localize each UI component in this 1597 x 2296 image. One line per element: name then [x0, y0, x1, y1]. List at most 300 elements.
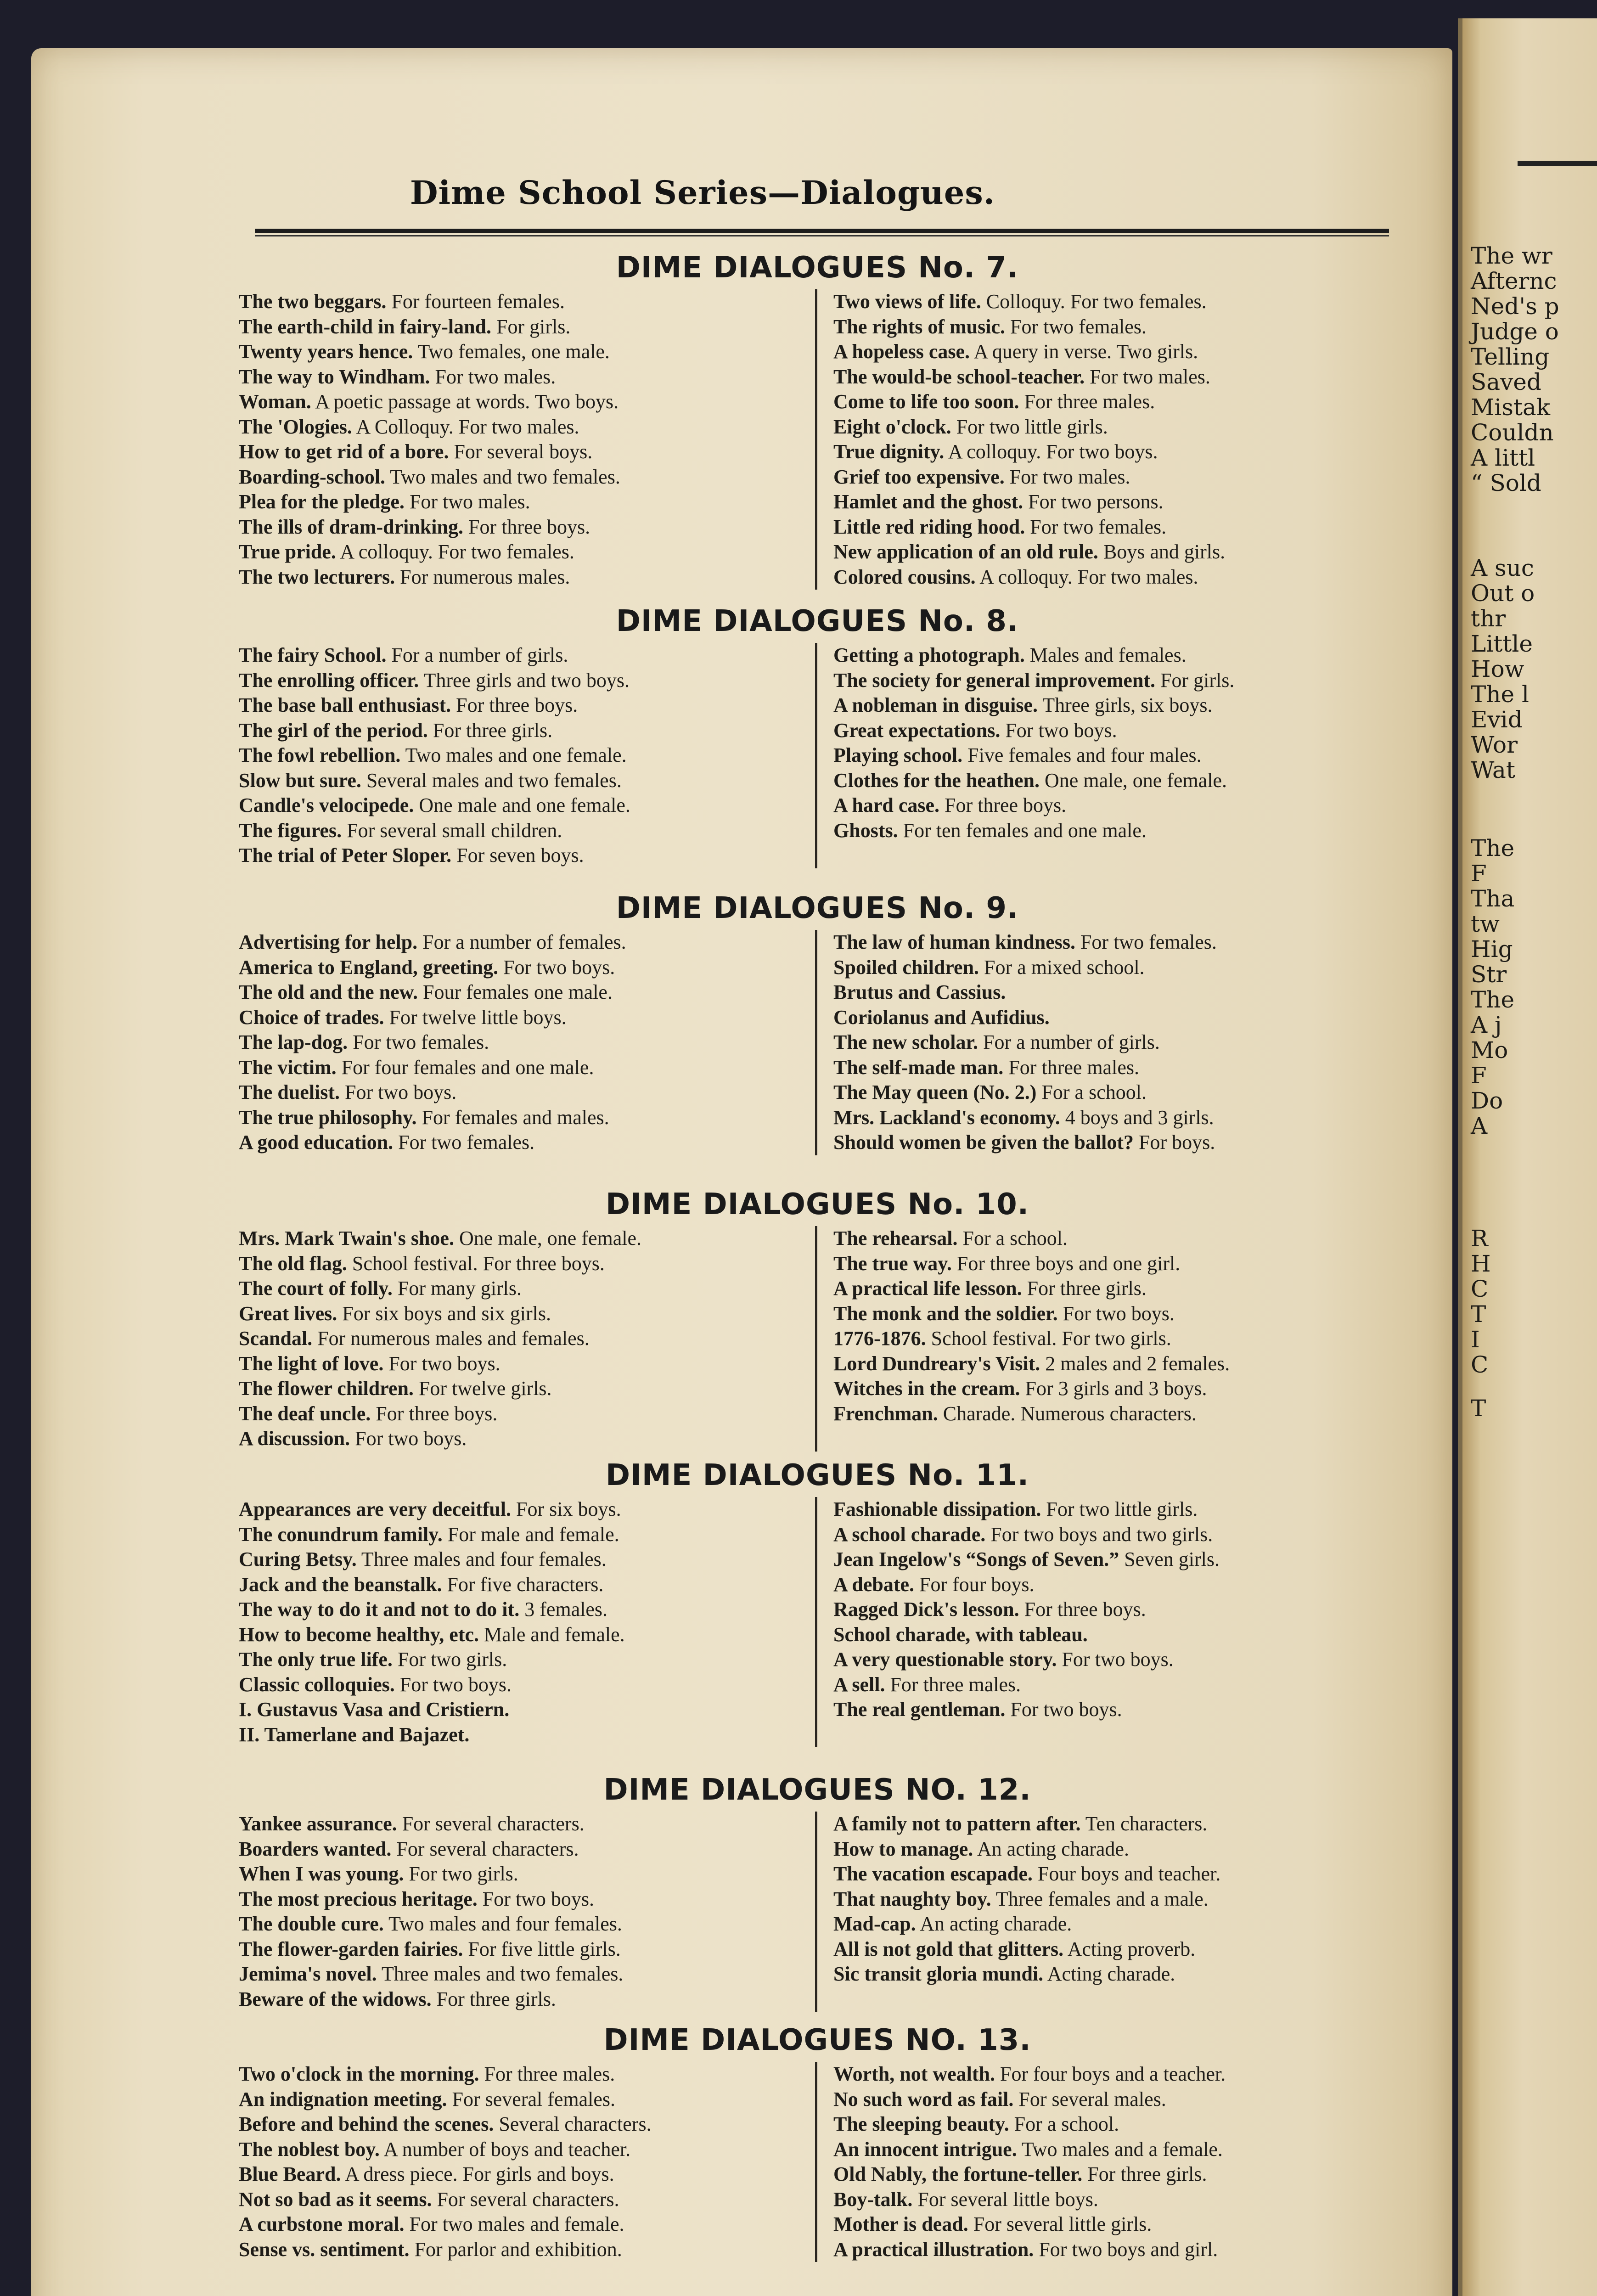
adjacent-page-text: Ned's p [1471, 293, 1559, 320]
right-column [817, 289, 1396, 590]
entry-title: The law of human kindness. [833, 931, 1075, 953]
entry-title: An innocent intrigue. [833, 2138, 1017, 2161]
dialogue-entry [833, 1105, 1396, 1131]
entry-title: A debate. [833, 1573, 914, 1596]
dialogue-entry [239, 693, 801, 718]
entry-cast: For a number of girls. [983, 1031, 1160, 1053]
entry-cast: For fourteen females. [391, 290, 565, 313]
entry-title: The lap-dog. [239, 1031, 348, 1053]
entry-title: How to manage. [833, 1837, 973, 1860]
entry-cast: For a school. [1014, 2113, 1119, 2135]
entry-cast: For numerous males. [400, 565, 570, 588]
entry-title: Not so bad as it seems. [239, 2188, 432, 2211]
dialogue-entry [833, 1251, 1396, 1277]
section-columns [239, 2062, 1396, 2262]
entry-title: The earth-child in fairy-land. [239, 315, 492, 338]
dialogue-entry [833, 565, 1396, 590]
dialogue-entry [239, 415, 801, 440]
entry-title: Classic colloquies. [239, 1673, 395, 1696]
entry-title: A hard case. [833, 794, 939, 816]
dialogue-entry [239, 1912, 801, 1937]
entry-cast: Ten characters. [1085, 1812, 1208, 1835]
section-columns [239, 930, 1396, 1155]
entry-title: America to England, greeting. [239, 956, 499, 979]
entry-title: Beware of the widows. [239, 1987, 432, 2010]
entry-cast: For several characters. [396, 1837, 579, 1860]
dialogue-entry [239, 289, 801, 315]
entry-title: The true philosophy. [239, 1106, 417, 1129]
adjacent-page-text: Hig [1471, 936, 1513, 962]
entry-title: Old Nably, the fortune-teller. [833, 2163, 1083, 2185]
entry-title: Mrs. Mark Twain's shoe. [239, 1227, 454, 1249]
entry-cast: For two males. [1090, 365, 1210, 388]
entry-cast: For seven boys. [456, 844, 584, 867]
dialogue-entry [239, 818, 801, 844]
entry-cast: Three females and a male. [995, 1887, 1209, 1910]
entry-title: Candle's velocipede. [239, 794, 414, 816]
entry-title: The way to do it and not to do it. [239, 1598, 520, 1621]
left-column [239, 1497, 817, 1747]
adjacent-page-text: I [1471, 1326, 1480, 1353]
entry-title: Mother is dead. [833, 2213, 968, 2235]
section-title: DIME DIALOGUES NO. 13. [603, 2023, 1031, 2057]
dialogue-entry [833, 465, 1396, 490]
dialogue-entry [239, 439, 801, 465]
entry-cast: For two boys. [1005, 719, 1117, 742]
adjacent-page-text: The [1471, 986, 1515, 1013]
adjacent-page-text: Mistak [1471, 394, 1551, 421]
entry-cast: Acting proverb. [1067, 1937, 1196, 1960]
entry-title: II. Tamerlane and Bajazet. [239, 1723, 470, 1746]
dialogue-entry [833, 1697, 1396, 1722]
right-column [817, 1226, 1396, 1452]
entry-title: No such word as fail. [833, 2088, 1014, 2110]
entry-cast: For two girls. [409, 1863, 518, 1885]
dialogue-entry [239, 1887, 801, 1912]
entry-title: The double cure. [239, 1913, 384, 1935]
adjacent-page-text: Evid [1471, 706, 1523, 733]
entry-cast: School festival. For three boys. [352, 1252, 605, 1275]
entry-cast: For four females and one male. [341, 1056, 594, 1079]
entry-title: Yankee assurance. [239, 1812, 397, 1835]
entry-cast: For four boys. [919, 1573, 1035, 1596]
entry-title: The victim. [239, 1056, 337, 1079]
entry-title: An indignation meeting. [239, 2088, 447, 2110]
entry-cast: For a number of girls. [391, 644, 568, 666]
adjacent-page-text: The l [1471, 681, 1530, 708]
entry-title: Choice of trades. [239, 1006, 384, 1029]
dialogue-entry [239, 1301, 801, 1327]
entry-cast: For several characters. [437, 2188, 619, 2211]
entry-title: Slow but sure. [239, 769, 361, 792]
dialogue-entry [239, 1522, 801, 1548]
dialogue-entry [833, 2212, 1396, 2237]
dialogue-entry [239, 1987, 801, 2012]
entry-title: The light of love. [239, 1352, 384, 1375]
dialogue-entry [833, 1376, 1396, 1401]
entry-cast: For three males. [1024, 390, 1155, 413]
adjacent-page-text: Mo [1471, 1037, 1508, 1064]
entry-cast: For two boys. [399, 1673, 512, 1696]
dialogue-entry [239, 668, 801, 693]
entry-title: The old flag. [239, 1252, 347, 1275]
dialogue-entry [239, 1005, 801, 1030]
adjacent-page-text: Str [1471, 961, 1507, 988]
dialogue-entry [239, 930, 801, 955]
entry-title: A sell. [833, 1673, 885, 1696]
entry-cast: Several characters. [499, 2113, 652, 2135]
dialogue-entry [833, 1622, 1396, 1648]
dialogue-entry [239, 2062, 801, 2087]
entry-cast: For three males. [484, 2063, 615, 2085]
entry-cast: Three girls and two boys. [423, 669, 630, 692]
dialogue-entry [833, 1130, 1396, 1155]
entry-title: Lord Dundreary's Visit. [833, 1352, 1040, 1375]
dialogue-entry [239, 1401, 801, 1427]
entry-cast: For four boys and a teacher. [1000, 2063, 1226, 2085]
dialogue-entry [833, 515, 1396, 540]
entry-cast: Two males and a female. [1021, 2138, 1223, 2161]
adjacent-page-text: F [1471, 1062, 1487, 1089]
entry-title: The monk and the soldier. [833, 1302, 1058, 1325]
dialogue-entry [239, 365, 801, 390]
adjacent-page-text: Wat [1471, 757, 1515, 783]
adjacent-page-text: Couldn [1471, 419, 1554, 446]
entry-cast: For two males. [409, 490, 530, 513]
entry-cast: For a number of females. [422, 931, 626, 953]
entry-cast: For 3 girls and 3 boys. [1025, 1377, 1207, 1400]
entry-cast: For two males. [1009, 465, 1130, 488]
entry-title: The deaf uncle. [239, 1402, 371, 1425]
entry-title: A practical life lesson. [833, 1277, 1022, 1300]
entry-title: The flower children. [239, 1377, 414, 1400]
entry-cast: For two boys. [482, 1887, 595, 1910]
entry-cast: For two boys and girl. [1039, 2238, 1218, 2261]
entry-title: Coriolanus and Aufidius. [833, 1006, 1050, 1029]
entry-cast: For two boys. [1063, 1302, 1175, 1325]
section-columns [239, 1226, 1396, 1452]
dialogue-entry [239, 1962, 801, 1987]
entry-cast: For two boys. [1062, 1648, 1174, 1671]
section-columns [239, 1812, 1396, 2012]
entry-title: True dignity. [833, 440, 945, 463]
section-columns [239, 643, 1396, 868]
entry-title: The rehearsal. [833, 1227, 958, 1249]
dialogue-entry [239, 1862, 801, 1887]
dialogue-entry [239, 843, 801, 868]
section-title: DIME DIALOGUES NO. 12. [603, 1773, 1031, 1807]
adjacent-page-text: C [1471, 1351, 1489, 1378]
entry-cast: A query in verse. Two girls. [973, 340, 1198, 363]
dialogue-entry [239, 1130, 801, 1155]
entry-cast: Males and females. [1029, 644, 1187, 666]
entry-title: Advertising for help. [239, 931, 418, 953]
entry-title: The fowl rebellion. [239, 744, 401, 766]
entry-cast: For boys. [1138, 1131, 1215, 1154]
entry-title: The base ball enthusiast. [239, 694, 451, 716]
entry-title: Boarders wanted. [239, 1837, 392, 1860]
header-rule [255, 229, 1389, 233]
entry-title: The girl of the period. [239, 719, 428, 742]
dialogue-entry [239, 2087, 801, 2112]
adjacent-page-text: A [1471, 1113, 1488, 1139]
entry-title: Fashionable dissipation. [833, 1498, 1041, 1520]
dialogue-entry [833, 1597, 1396, 1622]
section-title: DIME DIALOGUES No. 10. [605, 1187, 1029, 1221]
entry-cast: Boys and girls. [1103, 540, 1226, 563]
entry-title: Woman. [239, 390, 311, 413]
dialogue-entry [833, 1862, 1396, 1887]
entry-title: The rights of music. [833, 315, 1005, 338]
dialogue-entry [239, 1647, 801, 1672]
entry-cast: For two boys. [345, 1081, 457, 1103]
dialogue-entry [239, 515, 801, 540]
entry-title: Plea for the pledge. [239, 490, 405, 513]
entry-cast: For three boys. [456, 694, 578, 716]
entry-cast: Several males and two females. [366, 769, 622, 792]
entry-title: How to get rid of a bore. [239, 440, 449, 463]
entry-title: Mrs. Lackland's economy. [833, 1106, 1060, 1129]
right-column [817, 1497, 1396, 1747]
dialogue-entry [239, 2112, 801, 2137]
dialogue-entry [833, 439, 1396, 465]
dialogue-entry [239, 1105, 801, 1131]
dialogue-entry [833, 1226, 1396, 1251]
right-column [817, 1812, 1396, 2012]
dialogue-entry [239, 2212, 801, 2237]
entry-cast: For five little girls. [468, 1937, 621, 1960]
entry-title: New application of an old rule. [833, 540, 1098, 563]
dialogue-entry [239, 1497, 801, 1522]
dialogue-entry [239, 1326, 801, 1351]
dialogue-entry [833, 930, 1396, 955]
entry-cast: A dress piece. For girls and boys. [345, 2163, 614, 2185]
dialogue-entry [239, 1622, 801, 1648]
entry-title: The duelist. [239, 1081, 340, 1103]
dialogue-entry [833, 818, 1396, 844]
adjacent-page-text: Saved [1471, 369, 1541, 395]
entry-title: Worth, not wealth. [833, 2063, 995, 2085]
dialogue-entry [833, 1937, 1396, 1962]
adjacent-page-text: Do [1471, 1087, 1503, 1114]
entry-title: Clothes for the heathen. [833, 769, 1040, 792]
dialogue-entry [833, 980, 1396, 1005]
dialogue-entry [239, 1351, 801, 1377]
entry-title: The two beggars. [239, 290, 387, 313]
entry-title: Hamlet and the ghost. [833, 490, 1023, 513]
entry-cast: For two boys. [388, 1352, 500, 1375]
dialogue-entry [833, 289, 1396, 315]
entry-title: Come to life too soon. [833, 390, 1019, 413]
entry-cast: An acting charade. [920, 1913, 1072, 1935]
entry-title: Colored cousins. [833, 565, 976, 588]
dialogue-entry [239, 1937, 801, 1962]
entry-cast: A colloquy. For two boys. [948, 440, 1158, 463]
entry-cast: For two boys. [355, 1427, 467, 1450]
adjacent-page-text: Judge o [1471, 318, 1559, 345]
dialogue-entry [239, 1426, 801, 1452]
entry-cast: For numerous males and females. [317, 1327, 590, 1350]
entry-title: All is not gold that glitters. [833, 1937, 1064, 1960]
dialogue-entry [239, 1226, 801, 1251]
entry-cast: For two females. [1010, 315, 1147, 338]
entry-cast: One male, one female. [1044, 769, 1227, 792]
entry-cast: A Colloquy. For two males. [356, 415, 579, 438]
entry-cast: 3 females. [524, 1598, 607, 1621]
adjacent-page-text: A littl [1471, 445, 1535, 471]
entry-title: A school charade. [833, 1523, 986, 1546]
entry-cast: For several small children. [347, 819, 562, 842]
entry-cast: For a school. [962, 1227, 1068, 1249]
entry-cast: For females and males. [422, 1106, 609, 1129]
entry-title: Grief too expensive. [833, 465, 1005, 488]
entry-cast: Four boys and teacher. [1037, 1863, 1221, 1885]
entry-title: 1776-1876. [833, 1327, 926, 1350]
dialogue-entry [833, 718, 1396, 743]
entry-title: Two o'clock in the morning. [239, 2063, 479, 2085]
dialogue-entry [239, 1376, 801, 1401]
entry-title: A hopeless case. [833, 340, 970, 363]
entry-cast: For a school. [1041, 1081, 1147, 1103]
adjacent-page-rule [1518, 161, 1597, 166]
adjacent-page-text: Little [1471, 630, 1533, 657]
entry-title: Frenchman. [833, 1402, 938, 1425]
entry-cast: For two little girls. [956, 415, 1108, 438]
entry-title: The self-made man. [833, 1056, 1004, 1079]
entry-cast: A number of boys and teacher. [383, 2138, 631, 2161]
dialogue-entry [239, 980, 801, 1005]
dialogue-entry [239, 1055, 801, 1080]
entry-cast: For two males. [435, 365, 556, 388]
entry-cast: For ten females and one male. [903, 819, 1147, 842]
adjacent-page-text: Afternc [1471, 268, 1557, 294]
dialogue-entry [833, 1497, 1396, 1522]
entry-cast: For a mixed school. [984, 956, 1145, 979]
dialogue-section [239, 1770, 1396, 2012]
dialogue-entry [239, 1547, 801, 1572]
left-column [239, 1226, 817, 1452]
entry-cast: Three girls, six boys. [1042, 694, 1213, 716]
adjacent-page-text: Out o [1471, 580, 1535, 607]
entry-title: The true way. [833, 1252, 952, 1275]
dialogue-entry [833, 540, 1396, 565]
section-columns [239, 289, 1396, 590]
entry-title: A practical illustration. [833, 2238, 1034, 2261]
entry-cast: One male and one female. [419, 794, 630, 816]
entry-cast: A poetic passage at words. Two boys. [315, 390, 619, 413]
entry-cast: For two boys. [1010, 1698, 1122, 1721]
entry-title: Little red riding hood. [833, 515, 1025, 538]
entry-cast: For six boys and six girls. [342, 1302, 551, 1325]
entry-title: Ragged Dick's lesson. [833, 1598, 1019, 1621]
dialogue-entry [239, 793, 801, 818]
section-title: DIME DIALOGUES No. 8. [616, 604, 1019, 638]
entry-cast: For three girls. [1027, 1277, 1147, 1300]
dialogue-entry [833, 2062, 1396, 2087]
adjacent-page-text: C [1471, 1276, 1489, 1302]
entry-title: Great lives. [239, 1302, 337, 1325]
adjacent-page-text: How [1471, 656, 1524, 682]
entry-title: Before and behind the scenes. [239, 2113, 494, 2135]
dialogue-entry [833, 2087, 1396, 2112]
entry-title: That naughty boy. [833, 1887, 991, 1910]
adjacent-page-text: The [1471, 835, 1515, 861]
dialogue-entry [239, 1812, 801, 1837]
entry-cast: For two females. [1080, 931, 1217, 953]
left-column [239, 1812, 817, 2012]
dialogue-entry [833, 1030, 1396, 1055]
dialogue-entry [833, 668, 1396, 693]
entry-cast: For two males and female. [409, 2213, 624, 2235]
entry-title: Jean Ingelow's “Songs of Seven.” [833, 1548, 1119, 1570]
entry-title: The only true life. [239, 1648, 393, 1671]
section-columns [239, 1497, 1396, 1747]
dialogue-entry [833, 1672, 1396, 1698]
entry-title: The sleeping beauty. [833, 2113, 1009, 2135]
entry-cast: One male, one female. [459, 1227, 641, 1249]
adjacent-page-text: H [1471, 1250, 1491, 1277]
entry-title: The real gentleman. [833, 1698, 1006, 1721]
adjacent-page-text: Tha [1471, 885, 1515, 912]
left-column [239, 643, 817, 868]
dialogue-entry [833, 490, 1396, 515]
entry-cast: A colloquy. For two females. [340, 540, 574, 563]
dialogue-entry [239, 743, 801, 768]
entry-title: Jack and the beanstalk. [239, 1573, 442, 1596]
dialogue-entry [833, 389, 1396, 415]
dialogue-entry [239, 1030, 801, 1055]
entry-cast: For male and female. [447, 1523, 619, 1546]
header-rule-thin [255, 235, 1389, 236]
entry-cast: For two persons. [1028, 490, 1164, 513]
dialogue-entry [239, 1080, 801, 1105]
adjacent-page-edge [1458, 18, 1597, 2296]
entry-title: The old and the new. [239, 981, 418, 1003]
entry-cast: For three males. [890, 1673, 1021, 1696]
entry-cast: For two females. [398, 1131, 535, 1154]
dialogue-entry [833, 693, 1396, 718]
entry-cast: For several males. [1018, 2088, 1166, 2110]
dialogue-entry [833, 1522, 1396, 1548]
section-title: DIME DIALOGUES No. 9. [616, 891, 1019, 925]
entry-cast: Acting charade. [1047, 1963, 1175, 1985]
dialogue-entry [833, 643, 1396, 668]
entry-cast: Three males and two females. [381, 1963, 624, 1985]
entry-cast: Two females, one male. [417, 340, 610, 363]
entry-title: The flower-garden fairies. [239, 1937, 463, 1960]
entry-cast: For twelve little boys. [389, 1006, 567, 1029]
dialogue-entry [239, 315, 801, 340]
entry-title: A very questionable story. [833, 1648, 1057, 1671]
entry-cast: Two males and one female. [405, 744, 627, 766]
entry-cast: For girls. [496, 315, 571, 338]
entry-cast: For several boys. [454, 440, 593, 463]
entry-cast: School festival. For two girls. [931, 1327, 1171, 1350]
dialogue-entry [833, 793, 1396, 818]
dialogue-entry [833, 1080, 1396, 1105]
entry-cast: Colloquy. For two females. [986, 290, 1207, 313]
entry-title: The most precious heritage. [239, 1887, 478, 1910]
entry-cast: For six boys. [516, 1498, 621, 1520]
dialogue-entry [239, 1251, 801, 1277]
dialogue-entry [833, 1401, 1396, 1427]
entry-cast: 2 males and 2 females. [1045, 1352, 1230, 1375]
dialogue-entry [239, 2237, 801, 2262]
dialogue-entry [833, 2162, 1396, 2187]
entry-title: Mad-cap. [833, 1913, 916, 1935]
entry-title: Sic transit gloria mundi. [833, 1963, 1044, 1985]
entry-cast: For three boys. [1024, 1598, 1146, 1621]
